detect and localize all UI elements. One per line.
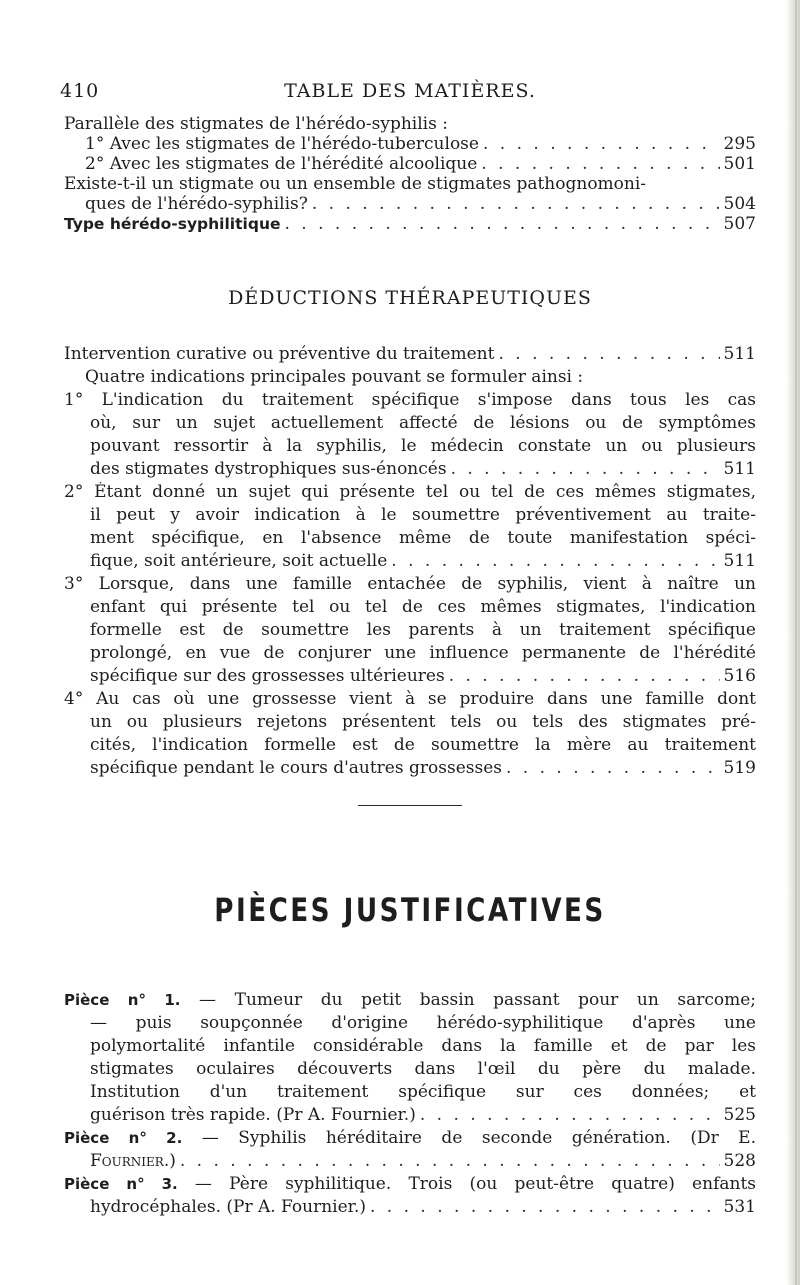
leader-dots xyxy=(391,551,719,571)
piece-number: Pièce n° 2. xyxy=(64,1129,183,1147)
toc-page-ref: 528 xyxy=(723,1151,756,1171)
toc-page-ref: 504 xyxy=(723,194,756,214)
leader-dots xyxy=(498,344,719,364)
toc-line: cités, l'indication formelle est de soumettre la mère au traitement xyxy=(90,735,756,755)
toc-entry: ques de l'hérédo-syphilis? . . . 504 xyxy=(64,194,756,214)
toc-entry: Type hérédo-syphilitique . . . 507 xyxy=(64,214,756,234)
toc-section-stigmates xyxy=(64,114,756,234)
leader-dots xyxy=(370,1197,720,1217)
toc-entry: 2° Avec les stigmates de l'hérédité alcoolique . . . 501 xyxy=(64,154,756,174)
leader-dots xyxy=(420,1105,720,1125)
page-number: 410 xyxy=(60,80,100,102)
piece-entry xyxy=(64,990,756,1125)
piece-entry xyxy=(64,1174,756,1217)
toc-line: Quatre indications principales pouvant se formuler ainsi : xyxy=(85,367,584,387)
piece-number: Pièce n° 1. xyxy=(64,991,181,1009)
toc-page-ref: 516 xyxy=(723,666,756,686)
toc-line: pouvant ressortir à la syphilis, le médecin constate un ou plusieurs xyxy=(90,436,756,456)
toc-section-deductions xyxy=(64,344,756,778)
toc-entry: 1° Avec les stigmates de l'hérédo-tuberculose . . . 295 xyxy=(64,134,756,154)
toc-line: Parallèle des stigmates de l'hérédo-syphilis : xyxy=(64,114,448,134)
toc-entry: des stigmates dystrophiques sus-énoncés . . . 511 xyxy=(64,459,756,479)
toc-line: enfant qui présente tel ou tel de ces mêmes stigmates, l'indication xyxy=(90,597,756,617)
toc-line: stigmates oculaires découverts dans l'œil du père du malade. xyxy=(90,1059,756,1079)
toc-page-ref: 511 xyxy=(723,551,756,571)
leader-dots xyxy=(312,194,720,214)
toc-entry: guérison très rapide. (Pr A. Fournier.) . . . 525 xyxy=(64,1105,756,1125)
leader-dots xyxy=(285,214,720,234)
toc-entry: hydrocéphales. (Pr A. Fournier.) . . . 531 xyxy=(64,1197,756,1217)
toc-line: polymortalité infantile considérable dans la famille et de par les xyxy=(90,1036,756,1056)
toc-line: Pièce n° 1. — Tumeur du petit bassin passant pour un sarcome; xyxy=(64,990,756,1010)
piece-number: Pièce n° 3. xyxy=(64,1175,178,1193)
leader-dots xyxy=(451,459,720,479)
toc-page-ref: 531 xyxy=(723,1197,756,1217)
leader-dots xyxy=(180,1151,720,1171)
leader-dots xyxy=(506,758,720,778)
toc-page-ref: 295 xyxy=(723,134,756,154)
leader-dots xyxy=(449,666,720,686)
toc-entry: fique, soit antérieure, soit actuelle . . . 511 xyxy=(64,551,756,571)
section-heading-pieces: PIÈCES JUSTIFICATIVES xyxy=(214,891,606,929)
toc-line: un ou plusieurs rejetons présentent tels ou tels des stigmates pré- xyxy=(90,712,756,732)
section-heading-deductions: DÉDUCTIONS THÉRAPEUTIQUES xyxy=(228,287,592,309)
toc-entry: spécifique sur des grossesses ultérieures . . . 516 xyxy=(64,666,756,686)
running-header xyxy=(60,80,760,104)
toc-line: 4° Au cas où une grossesse vient à se produire dans une famille dont xyxy=(64,689,756,709)
toc-line: Existe-t-il un stigmate ou un ensemble de stigmates pathognomoni- xyxy=(64,174,647,194)
toc-page-ref: 511 xyxy=(723,344,756,364)
piece-entry xyxy=(64,1128,756,1171)
toc-page-ref: 511 xyxy=(723,459,756,479)
leader-dots xyxy=(481,154,719,174)
toc-line: Institution d'un traitement spécifique sur ces données; et xyxy=(90,1082,756,1102)
toc-page-ref: 507 xyxy=(723,214,756,234)
toc-line: il peut y avoir indication à le soumettre préventivement au traite- xyxy=(90,505,756,525)
page-title: TABLE DES MATIÈRES. xyxy=(284,80,536,102)
toc-page-ref: 519 xyxy=(723,758,756,778)
toc-line: Pièce n° 2. — Syphilis héréditaire de seconde génération. (Dr E. xyxy=(64,1128,756,1148)
toc-line: 1° L'indication du traitement spécifique s'impose dans tous les cas xyxy=(64,390,756,410)
toc-line: où, sur un sujet actuellement affecté de lésions ou de symptômes xyxy=(90,413,756,433)
toc-section-pieces xyxy=(64,990,756,1217)
toc-page-ref: 525 xyxy=(723,1105,756,1125)
toc-line: ment spécifique, en l'absence même de toute manifestation spéci- xyxy=(90,528,756,548)
page-edge xyxy=(786,0,800,1285)
toc-line: 2° Étant donné un sujet qui présente tel ou tel de ces mêmes stigmates, xyxy=(64,482,756,502)
toc-line: prolongé, en vue de conjurer une influence permanente de l'hérédité xyxy=(90,643,756,663)
toc-line: Pièce n° 3. — Père syphilitique. Trois (ou peut-être quatre) enfants xyxy=(64,1174,756,1194)
page-edge-shadow xyxy=(795,0,797,1285)
toc-content xyxy=(64,114,756,1217)
toc-line: formelle est de soumettre les parents à un traitement spécifique xyxy=(90,620,756,640)
toc-entry: Intervention curative ou préventive du traitement . . . 511 xyxy=(64,344,756,364)
leader-dots xyxy=(483,134,720,154)
toc-entry: spécifique pendant le cours d'autres grossesses . . . 519 xyxy=(64,758,756,778)
toc-line: — puis soupçonnée d'origine hérédo-syphilitique d'après une xyxy=(90,1013,756,1033)
toc-entry: Fournier.) . . . 528 xyxy=(64,1151,756,1171)
toc-page-ref: 501 xyxy=(723,154,756,174)
toc-line: 3° Lorsque, dans une famille entachée de syphilis, vient à naître un xyxy=(64,574,756,594)
